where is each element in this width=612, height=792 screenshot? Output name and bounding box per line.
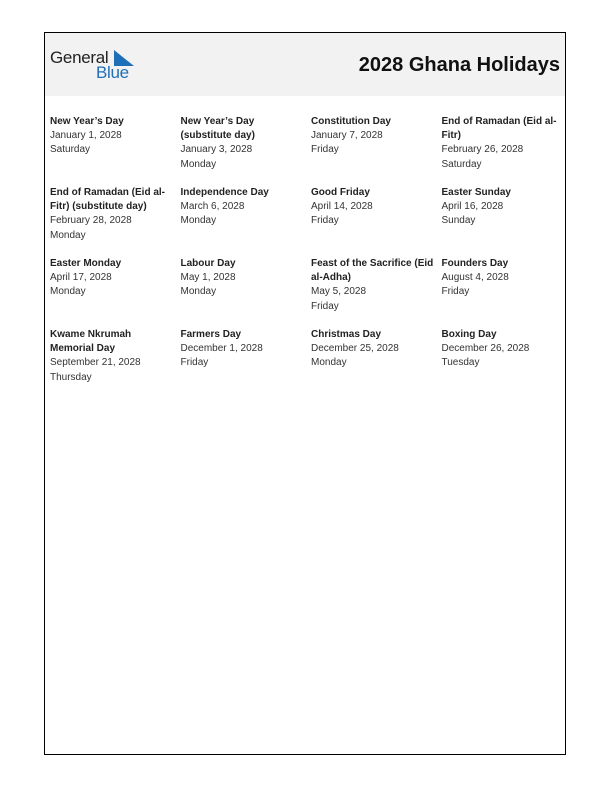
holiday-weekday: Friday bbox=[311, 144, 339, 156]
holiday-weekday: Sunday bbox=[441, 215, 476, 227]
holiday-date: April 17, 2028 bbox=[50, 272, 112, 284]
holiday-item bbox=[311, 186, 442, 257]
holiday-weekday: Monday bbox=[180, 286, 217, 298]
holiday-date: January 1, 2028 bbox=[50, 130, 122, 142]
holiday-name: Independence Day bbox=[180, 187, 269, 198]
holiday-item bbox=[50, 186, 181, 257]
logo-general-text: General bbox=[50, 48, 109, 67]
holiday-item bbox=[50, 115, 181, 186]
holiday-date: March 6, 2028 bbox=[180, 201, 245, 213]
holiday-item bbox=[181, 115, 312, 186]
holiday-date: February 28, 2028 bbox=[50, 215, 132, 227]
holiday-date: April 16, 2028 bbox=[441, 201, 504, 213]
holiday-item bbox=[181, 186, 312, 257]
holiday-item bbox=[181, 328, 312, 399]
holiday-weekday: Friday bbox=[311, 215, 339, 227]
holiday-weekday: Monday bbox=[311, 357, 347, 369]
holiday-item bbox=[311, 115, 442, 186]
holiday-date: April 14, 2028 bbox=[311, 201, 373, 213]
page-title: 2028 Ghana Holidays bbox=[358, 54, 560, 76]
holiday-name: Farmers Day bbox=[180, 329, 242, 340]
holiday-name: Easter Sunday bbox=[441, 187, 511, 198]
holiday-name: Constitution Day bbox=[311, 116, 391, 127]
holiday-name: End of Ramadan (Eid al-Fitr) (substitute day) bbox=[50, 187, 166, 213]
logo-blue-text: Blue bbox=[96, 63, 129, 82]
holiday-item bbox=[442, 115, 562, 186]
holiday-name: Boxing Day bbox=[441, 329, 497, 340]
holiday-name: Founders Day bbox=[441, 258, 509, 269]
holiday-date: January 3, 2028 bbox=[180, 144, 253, 156]
holiday-date: February 26, 2028 bbox=[441, 144, 524, 156]
generalblue-logo[interactable] bbox=[50, 48, 140, 84]
calendar-page bbox=[44, 32, 566, 755]
holiday-date: January 7, 2028 bbox=[311, 130, 383, 142]
holiday-date: September 21, 2028 bbox=[50, 357, 141, 369]
holiday-date: May 5, 2028 bbox=[311, 286, 367, 298]
holiday-name: New Year’s Day bbox=[50, 116, 124, 127]
holiday-item bbox=[311, 257, 442, 328]
holiday-weekday: Monday bbox=[50, 229, 86, 241]
holiday-name: New Year’s Day (substitute day) bbox=[180, 116, 255, 142]
holiday-name: End of Ramadan (Eid al-Fitr) bbox=[441, 116, 557, 142]
holiday-weekday: Monday bbox=[180, 158, 217, 170]
holiday-item bbox=[311, 328, 442, 399]
holiday-item bbox=[442, 328, 562, 399]
holiday-weekday: Saturday bbox=[50, 144, 91, 156]
holiday-weekday: Monday bbox=[50, 286, 86, 298]
holiday-weekday: Friday bbox=[441, 286, 470, 298]
page-header bbox=[45, 33, 565, 96]
holiday-item bbox=[50, 257, 181, 328]
holiday-date: December 25, 2028 bbox=[311, 343, 399, 355]
holiday-date: December 1, 2028 bbox=[180, 343, 263, 355]
holiday-name: Labour Day bbox=[180, 258, 236, 269]
holiday-weekday: Saturday bbox=[441, 158, 482, 170]
holiday-grid bbox=[50, 115, 562, 399]
holiday-weekday: Friday bbox=[180, 357, 209, 369]
holiday-date: August 4, 2028 bbox=[441, 272, 509, 284]
holiday-name: Easter Monday bbox=[50, 258, 122, 269]
holiday-weekday: Friday bbox=[311, 300, 339, 312]
holiday-name: Feast of the Sacrifice (Eid al-Adha) bbox=[311, 258, 434, 284]
holiday-date: December 26, 2028 bbox=[441, 343, 530, 355]
holiday-name: Kwame Nkrumah Memorial Day bbox=[50, 329, 132, 355]
holiday-name: Good Friday bbox=[311, 187, 370, 198]
holiday-weekday: Monday bbox=[180, 215, 217, 227]
holiday-date: May 1, 2028 bbox=[180, 272, 236, 284]
holiday-weekday: Thursday bbox=[50, 371, 92, 383]
holiday-item bbox=[181, 257, 312, 328]
holiday-item bbox=[442, 257, 562, 328]
holiday-item bbox=[50, 328, 181, 399]
holiday-weekday: Tuesday bbox=[441, 357, 480, 369]
holiday-name: Christmas Day bbox=[311, 329, 382, 340]
holiday-item bbox=[442, 186, 562, 257]
